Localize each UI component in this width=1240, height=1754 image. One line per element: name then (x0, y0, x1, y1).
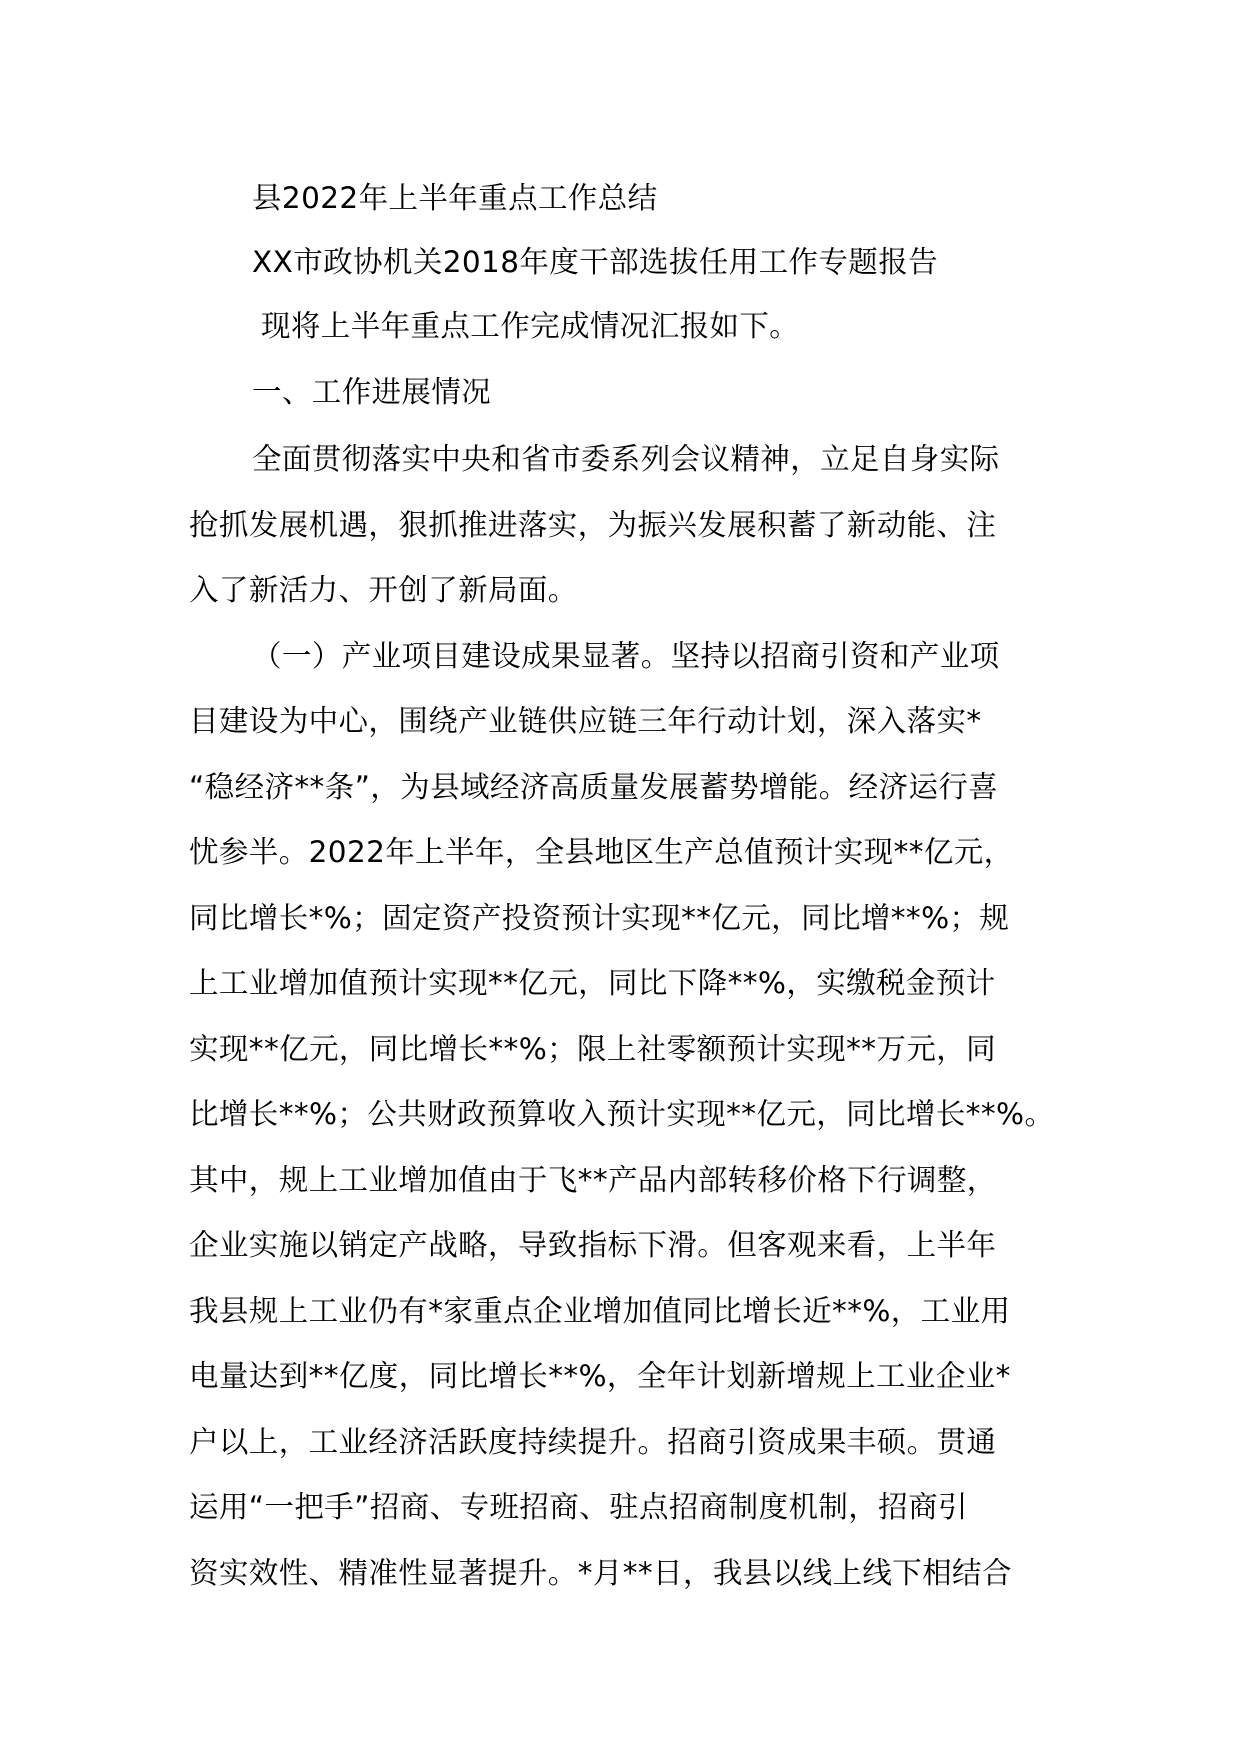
intro-text: 现将上半年重点工作完成情况汇报如下。 (261, 309, 800, 343)
paragraph-line: 比增长**%；公共财政预算收入预计实现**亿元，同比增长**%。 (189, 1097, 1055, 1131)
paragraph-line: 忧参半。2022年上半年，全县地区生产总值预计实现**亿元， (189, 835, 1014, 869)
document-title: 县2022年上半年重点工作总结 (252, 181, 658, 215)
paragraph-line: 运用“一把手”招商、专班招商、驻点招商制度机制，招商引 (189, 1490, 968, 1524)
paragraph-line: 同比增长*%；固定资产投资预计实现**亿元，同比增**%；规 (189, 901, 1010, 935)
paragraph-line: 电量达到**亿度，同比增长**%，全年计划新增规上工业企业* (189, 1359, 1011, 1393)
paragraph-line: “稳经济**条”，为县域经济高质量发展蓄势增能。经济运行喜 (189, 770, 999, 804)
paragraph-line: 目建设为中心，围绕产业链供应链三年行动计划，深入落实* (189, 704, 982, 738)
paragraph-line: 抢抓发展机遇，狠抓推进落实，为振兴发展积蓄了新动能、注 (189, 508, 997, 542)
paragraph-line: 我县规上工业仍有*家重点企业增加值同比增长近**%，工业用 (189, 1294, 1011, 1328)
document-subtitle: XX市政协机关2018年度干部选拔任用工作专题报告 (252, 245, 938, 279)
paragraph-line: 实现**亿元，同比增长**%；限上社零额预计实现**万元，同 (189, 1032, 997, 1066)
paragraph-line: 企业实施以销定产战略，导致指标下滑。但客观来看，上半年 (189, 1228, 997, 1262)
paragraph-line: 入了新活力、开创了新局面。 (189, 573, 578, 607)
section-heading: 一、工作进展情况 (252, 375, 492, 409)
paragraph-line: 户以上，工业经济活跃度持续提升。招商引资成果丰硕。贯通 (189, 1425, 997, 1459)
paragraph-line: 其中，规上工业增加值由于飞**产品内部转移价格下行调整， (189, 1163, 997, 1197)
paragraph-line: （一）产业项目建设成果显著。坚持以招商引资和产业项 (252, 639, 1000, 673)
paragraph-line: 上工业增加值预计实现**亿元，同比下降**%，实缴税金预计 (189, 966, 996, 1000)
paragraph-line: 全面贯彻落实中央和省市委系列会议精神，立足自身实际 (252, 442, 1000, 476)
paragraph-line: 资实效性、精准性显著提升。*月**日，我县以线上线下相结合 (189, 1556, 1012, 1590)
